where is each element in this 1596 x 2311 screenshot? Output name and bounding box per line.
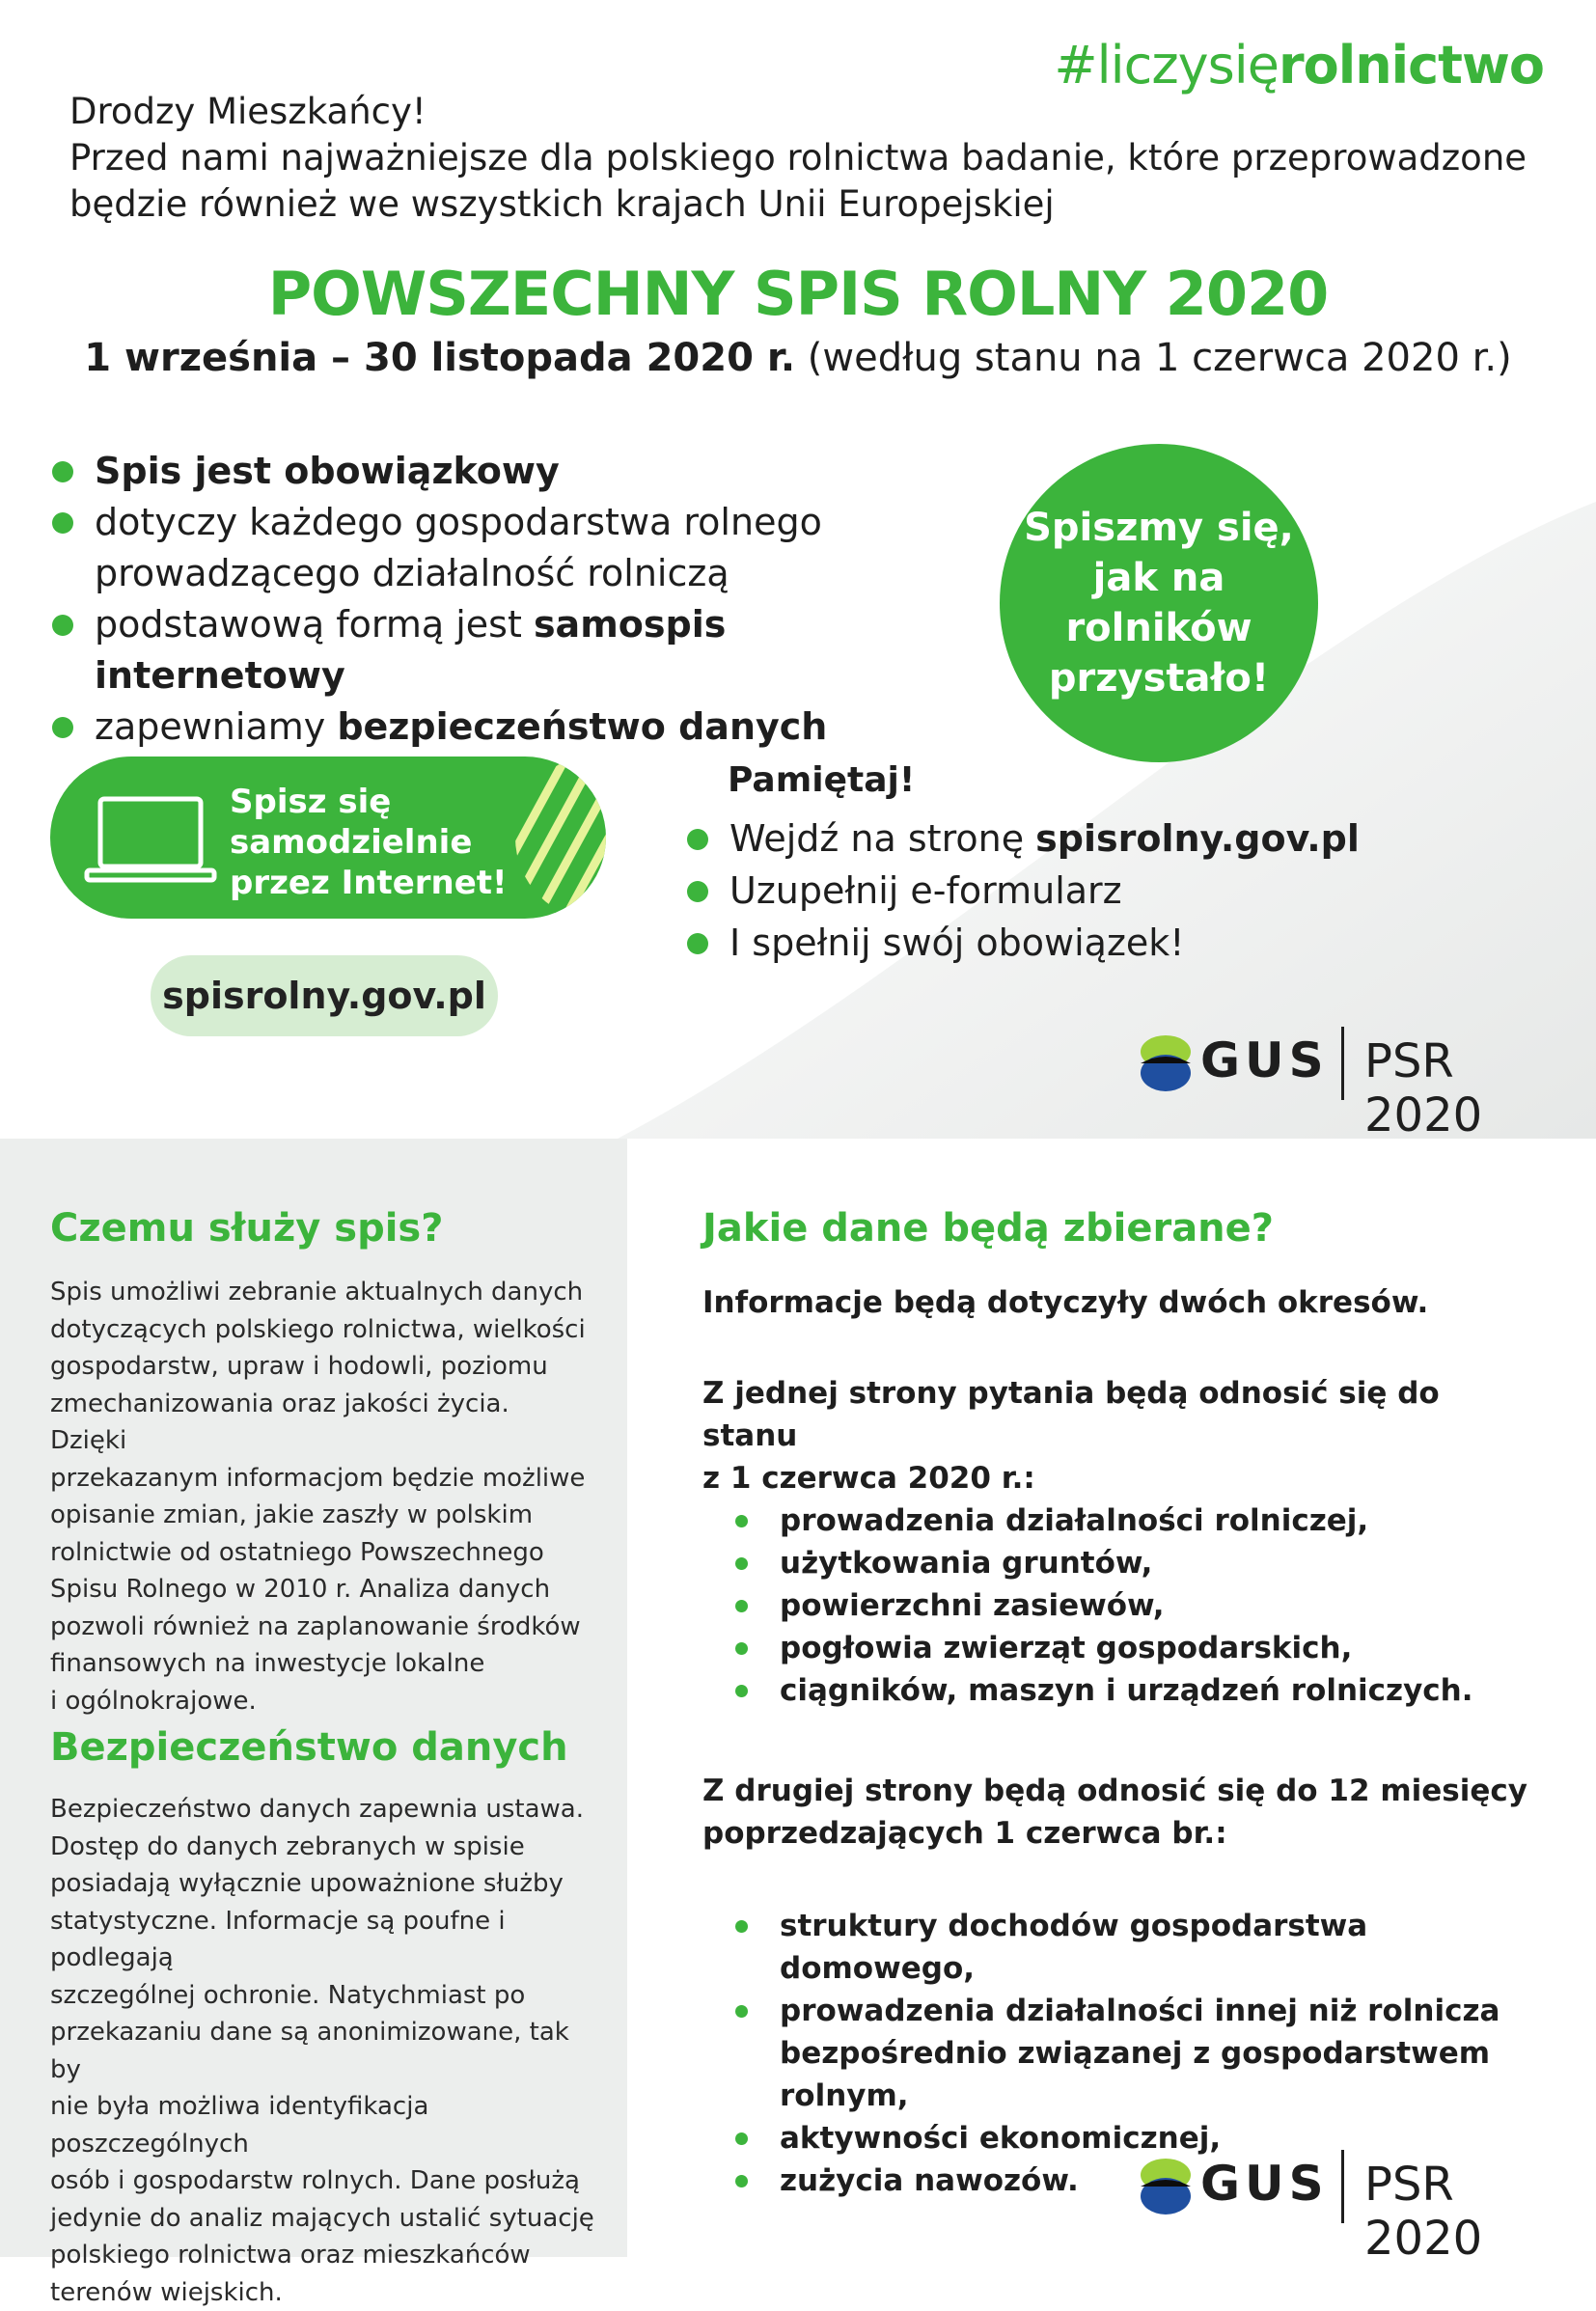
banner-line: Spisz się bbox=[230, 783, 392, 821]
info-text: Z jednej strony pytania będą odnosić się do stanu z 1 czerwca 2020 r.: bbox=[702, 1376, 1440, 1496]
banner-line: przez Internet! bbox=[230, 864, 508, 902]
laptop-icon bbox=[83, 793, 218, 886]
gus-psr-logo bbox=[1139, 1027, 1563, 1142]
stripes-decoration bbox=[502, 757, 606, 919]
list-item-continuation: prowadzącego działalność rolniczą bbox=[95, 552, 729, 594]
list-item: Wejdź na stronę spisrolny.gov.pl bbox=[687, 812, 1360, 865]
intro-line: będzie również we wszystkich krajach Unii Europejskiej bbox=[69, 183, 1055, 225]
remember-list bbox=[687, 812, 1360, 969]
info-text: Z drugiej strony będą odnosić się do 12 miesięcy poprzedzających 1 czerwca br.: bbox=[702, 1774, 1527, 1851]
slogan-line: przystało! bbox=[1048, 656, 1270, 701]
list-item: prowadzenia działalności rolniczej, bbox=[735, 1499, 1565, 1542]
section-heading: Jakie dane będą zbierane? bbox=[702, 1206, 1274, 1251]
data-security-text: Bezpieczeństwo danych zapewnia ustawa. Dostęp do danych zebranych w spisie posiadają wyłącznie upoważnione służby statystyczne. Informacje są poufne i podlegają szczególnej ochronie. Natychmiast po przekazaniu dane są anonimizowane, tak by nie była możliwa identyfikacja poszczególnych osób i gospodarstw rolnych. Dane posłużą jedynie do analiz mających ustalić sytuację polskiego rolnictwa oraz mieszkańców terenów wiejskich. bbox=[50, 1795, 594, 2307]
list-item: użytkowania gruntów, bbox=[735, 1542, 1565, 1584]
list-item: dotyczy każdego gospodarstwa rolnego bbox=[52, 497, 921, 548]
slogan-line: jak na rolników bbox=[1065, 556, 1252, 650]
list-item: prowadzenia działalności innej niż rolnicza bbox=[735, 1990, 1565, 2032]
census-dates: 1 września – 30 listopada 2020 r. (według stanu na 1 czerwca 2020 r.) bbox=[84, 336, 1512, 380]
intro-line: Przed nami najważniejsze dla polskiego rolnictwa badanie, które przeprowadzone bbox=[69, 137, 1527, 179]
list-item: struktury dochodów gospodarstwa domowego, bbox=[735, 1905, 1565, 1990]
page-title: POWSZECHNY SPIS ROLNY 2020 bbox=[267, 259, 1329, 329]
list-item: I spełnij swój obowiązek! bbox=[687, 917, 1360, 969]
list-item: aktywności ekonomicznej, bbox=[735, 2117, 1565, 2160]
self-census-banner bbox=[50, 757, 606, 919]
hashtag: #liczysięrolnictwo bbox=[1054, 35, 1544, 96]
list-item: Uzupełnij e-formularz bbox=[687, 865, 1360, 917]
logo-divider bbox=[1341, 1027, 1344, 1100]
current-state-list bbox=[735, 1499, 1565, 1712]
list-item: Spis jest obowiązkowy bbox=[52, 446, 921, 497]
list-item: pogłowia zwierząt gospodarskich, bbox=[735, 1627, 1565, 1669]
intro-greeting: Drodzy Mieszkańcy! bbox=[69, 91, 427, 132]
banner-line: samodzielnie bbox=[230, 823, 473, 862]
banner-text bbox=[230, 782, 508, 903]
gus-wordmark: GUS bbox=[1200, 1032, 1329, 1088]
website-link[interactable]: spisrolny.gov.pl bbox=[1035, 817, 1360, 860]
gus-psr-logo bbox=[1139, 2150, 1563, 2266]
gus-logo-icon bbox=[1139, 2156, 1197, 2217]
psr-wordmark: PSR 2020 bbox=[1364, 2158, 1483, 2266]
psr-wordmark: PSR 2020 bbox=[1364, 1034, 1483, 1142]
list-item: powierzchni zasiewów, bbox=[735, 1584, 1565, 1627]
intro-text bbox=[69, 89, 1527, 228]
list-item: zużycia nawozów. bbox=[735, 2160, 1565, 2202]
section-heading: Czemu służy spis? bbox=[50, 1206, 444, 1251]
list-item: ciągników, maszyn i urządzeń rolniczych. bbox=[735, 1669, 1565, 1712]
info-text: Informacje będą dotyczyły dwóch okresów. bbox=[702, 1285, 1429, 1320]
main-bullet-list bbox=[52, 446, 921, 753]
slogan-line: Spiszmy się, bbox=[1024, 506, 1294, 550]
logo-divider bbox=[1341, 2150, 1344, 2223]
slogan-circle bbox=[1000, 444, 1318, 762]
list-item-continuation: bezpośrednio związanej z gospodarstwem rolnym, bbox=[780, 2036, 1491, 2113]
website-link[interactable]: spisrolny.gov.pl bbox=[151, 955, 498, 1036]
list-item: podstawową formą jest samospis internetowy bbox=[52, 599, 921, 702]
list-item: zapewniamy bezpieczeństwo danych bbox=[52, 702, 921, 753]
section-heading: Bezpieczeństwo danych bbox=[50, 1725, 568, 1770]
gus-logo-icon bbox=[1139, 1032, 1197, 1094]
census-purpose-text: Spis umożliwi zebranie aktualnych danych dotyczących polskiego rolnictwa, wielkości gospodarstw, upraw i hodowli, poziomu zmechanizowania oraz jakości życia. Dzięki przekazanym informacjom będzie możliwe opisanie zmian, jakie zaszły w polskim rolnictwie od ostatniego Powszechnego Spisu Rolnego w 2010 r. Analiza danych pozwoli również na zaplanowanie środków finansowych na inwestycje lokalne i ogólnokrajowe. bbox=[50, 1278, 586, 1716]
remember-heading: Pamiętaj! bbox=[728, 760, 916, 800]
gus-wordmark: GUS bbox=[1200, 2156, 1329, 2212]
